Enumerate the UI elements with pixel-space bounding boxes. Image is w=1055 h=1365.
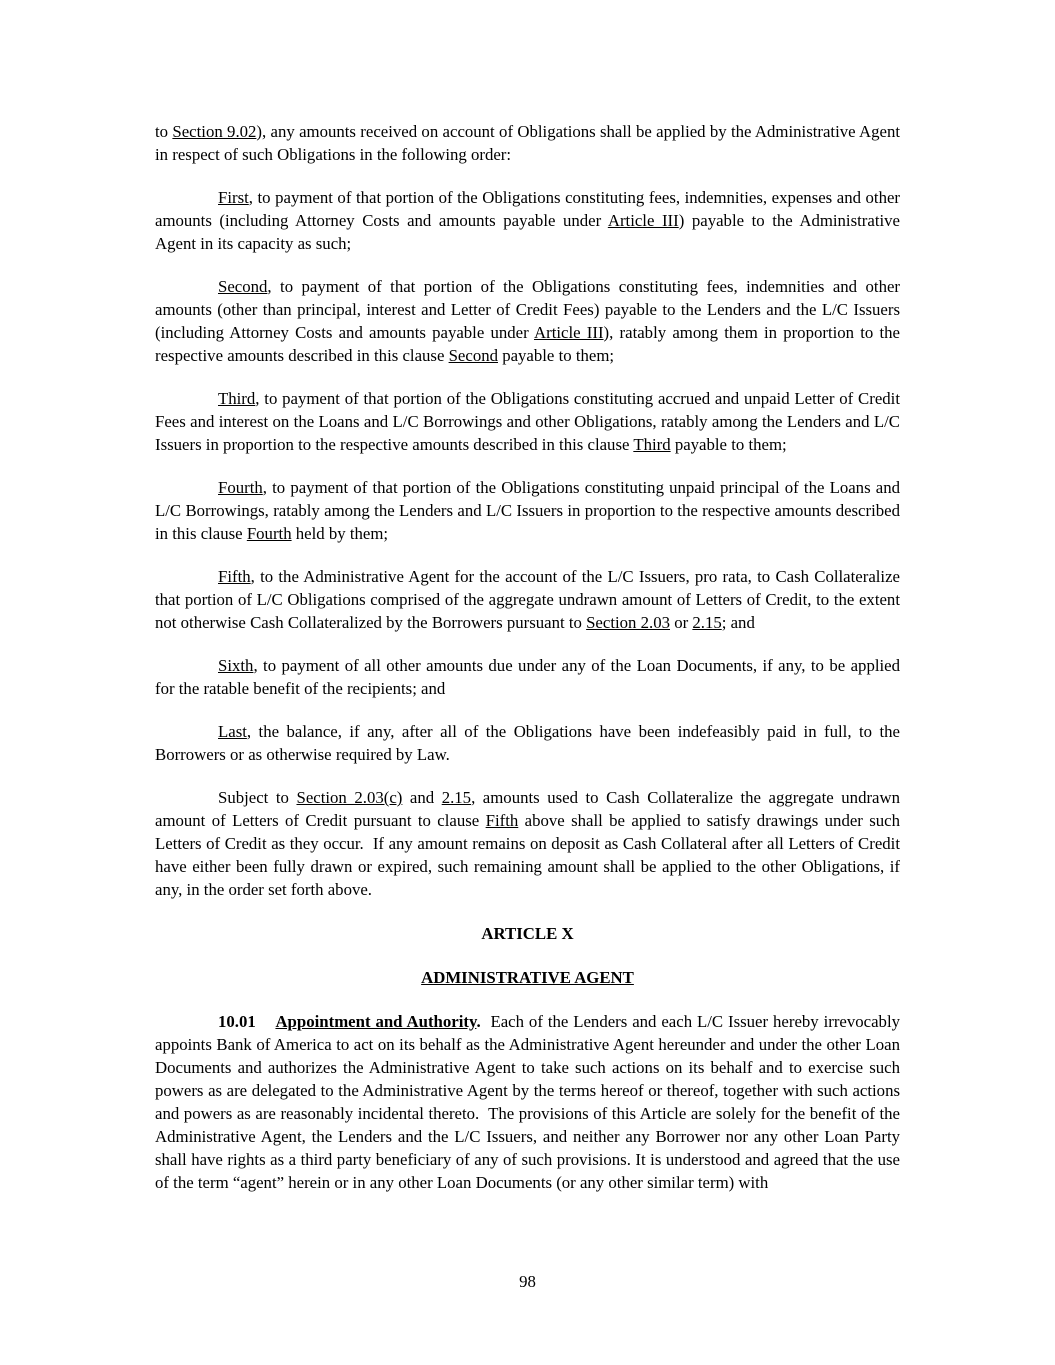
body-text [256,1012,276,1031]
cash-collateral-paragraph [155,786,900,901]
defined-term-reference: 2.15 [692,613,722,632]
defined-term-reference: 2.15 [441,788,472,807]
document-body [155,120,900,1194]
body-text: ) payable to the Administrative Agent in its capacity as such; [155,211,900,253]
clause-last-paragraph [155,720,900,766]
section-10-01-paragraph [155,1010,900,1194]
body-text: , amounts used to Cash Collateralize the aggregate undrawn amount of Letters of Credit pursuant to clause [155,788,901,830]
administrative-agent-heading [155,966,900,989]
defined-term-reference: Third [218,389,256,408]
body-text: 10.01 [218,1012,256,1031]
body-text: Subject to [218,788,297,807]
continuation-paragraph [155,120,900,166]
body-text: ), any amounts received on account of Obligations shall be applied by the Administrative Agent in respect of such Obligations in the following order: [155,122,900,164]
body-text: , to payment of that portion of the Obligations constituting accrued and unpaid Letter of Credit Fees and interest on the Loans and L/C Borrowings and other Obligations, ratably among the Lenders and L/C Issuers in proportion to the respective amounts described in this clause [155,389,900,454]
heading-text: ADMINISTRATIVE AGENT [421,968,634,987]
heading-text: ARTICLE X [481,924,574,943]
body-text: or [670,613,693,632]
body-text: above shall be applied to satisfy drawings under such Letters of Credit as they occur. If any amount remains on deposit as Cash Collateral after all Letters of Credit have either been fully drawn or expired, such remaining amount shall be applied to the other Obligations, if any, in the order set forth above. [155,811,901,899]
defined-term-reference: Third [633,435,671,454]
body-text: to [155,122,173,141]
defined-term-reference: Second [448,346,498,365]
defined-term-reference: First [218,188,249,207]
clause-third-paragraph [155,387,900,456]
body-text: ), ratably among them in proportion to the respective amounts described in this clause [155,323,901,365]
body-text: and [402,788,442,807]
defined-term-reference: Section 2.03(c) [296,788,403,807]
clause-second-paragraph [155,275,900,367]
clause-fifth-paragraph [155,565,900,634]
defined-term-reference: Article III [607,211,679,230]
body-text: . [476,1012,481,1031]
defined-term-reference: Article III [533,323,604,342]
clause-sixth-paragraph [155,654,900,700]
clause-first-paragraph [155,186,900,255]
body-text: payable to them; [498,346,615,365]
body-text: , to payment of all other amounts due under any of the Loan Documents, if any, to be applied for the ratable benefit of the recipients; and [155,656,900,698]
body-text: , to payment of that portion of the Obligations constituting fees, indemnities and other amounts (other than principal, interest and Letter of Credit Fees) payable to the Lenders and the L/C Issuers (including Attorney Costs and amounts payable under [155,277,900,342]
body-text: held by them; [291,524,389,543]
defined-term-reference: Last [218,722,247,741]
defined-term-reference: Fourth [218,478,263,497]
page-number: 98 [519,1272,536,1291]
defined-term-reference: Section 2.03 [586,613,670,632]
defined-term-reference: Sixth [218,656,254,675]
body-text: , to payment of that portion of the Obligations constituting fees, indemnities, expenses and other amounts (including Attorney Costs and amounts payable under [155,188,900,230]
defined-term-reference: Section 9.02 [172,122,257,141]
body-text: payable to them; [670,435,787,454]
body-text: , to the Administrative Agent for the account of the L/C Issuers, pro rata, to Cash Collateralize that portion of L/C Obligations comprised of the aggregate undrawn amount of Letters of Credit, to the extent not otherwise Cash Collateralized by the Borrowers pursuant to [155,567,900,632]
body-text: , to payment of that portion of the Obligations constituting unpaid principal of the Loans and L/C Borrowings, ratably among the Lenders and L/C Issuers in proportion to the respective amounts described in this clause [155,478,900,543]
body-text: Each of the Lenders and each L/C Issuer hereby irrevocably appoints Bank of America to act on its behalf as the Administrative Agent hereunder and under the other Loan Documents and authorizes the Administrative Agent to take such actions on its behalf and to exercise such powers as are delegated to the Administrative Agent by the terms hereof or thereof, together with such actions and powers as are reasonably incidental thereto. The provisions of this Article are solely for the benefit of the Administrative Agent, the Lenders and the L/C Issuers, and neither any Borrower nor any other Loan Party shall have rights as a third party beneficiary of any of such provisions. It is understood and agreed that the use of the term “agent” herein or in any other Loan Documents (or any other similar term) with [155,1012,900,1192]
body-text: ; and [721,613,755,632]
defined-term-reference: Second [218,277,268,296]
defined-term-reference: Fifth [218,567,251,586]
defined-term-reference: Fifth [485,811,519,830]
body-text: , the balance, if any, after all of the Obligations have been indefeasibly paid in full, to the Borrowers or as otherwise required by Law. [155,722,900,764]
article-x-heading [155,922,900,945]
section-title-text: Appointment and Authority [275,1012,477,1031]
defined-term-reference: Fourth [246,524,292,543]
clause-fourth-paragraph [155,476,900,545]
